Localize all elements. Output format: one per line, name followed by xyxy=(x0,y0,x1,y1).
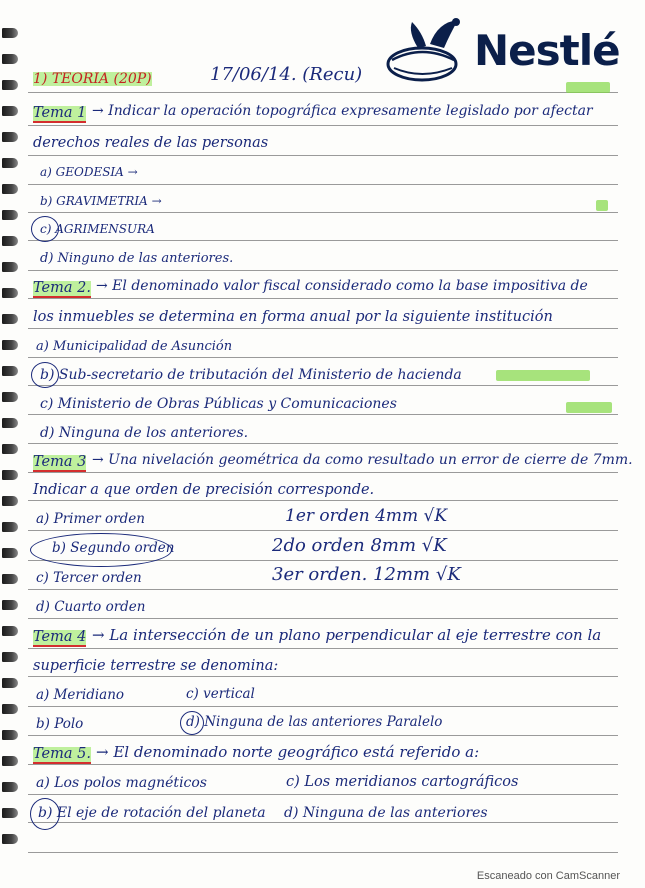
precision-note: 1er orden 4mm √K xyxy=(285,506,448,526)
option-b: b) Polo xyxy=(36,716,84,732)
option-d: d) Ninguna de las anteriores xyxy=(284,805,488,821)
option-a: a) Primer orden xyxy=(36,511,145,527)
option-b: b) Sub-secretario de tributación del Ministerio de hacienda xyxy=(40,367,462,383)
option-d: d) Ninguna de las anteriores Paralelo xyxy=(186,714,443,730)
brand-wordmark: Nestlé xyxy=(474,26,620,75)
option-c: c) AGRIMENSURA xyxy=(40,222,155,236)
option-a: a) GEODESIA → xyxy=(40,165,138,179)
question-text: → El denominado valor fiscal considerado como la base impositiva de xyxy=(96,278,588,294)
precision-note: 2do orden 8mm √K xyxy=(272,535,447,556)
nest-birds-icon xyxy=(378,14,470,84)
highlighter-mark xyxy=(596,200,608,211)
question-tag: Tema 5. xyxy=(33,746,91,762)
nestle-logo xyxy=(378,14,628,86)
option-d: d) Cuarto orden xyxy=(36,599,146,615)
option-d: d) Ninguna de los anteriores. xyxy=(40,425,249,441)
option-c: c) vertical xyxy=(186,686,255,702)
highlighter-mark xyxy=(566,82,610,93)
question-tag: Tema 3 xyxy=(33,454,87,470)
section-label: 1) TEORIA (20P) xyxy=(33,71,152,87)
option-a: a) Municipalidad de Asunción xyxy=(36,339,233,354)
precision-note: 3er orden. 12mm √K xyxy=(272,564,461,585)
question-text: → El denominado norte geográfico está referido a: xyxy=(96,743,480,761)
option-a: a) Los polos magnéticos xyxy=(36,775,207,791)
highlighter-mark xyxy=(496,370,590,381)
question-tag: Tema 2. xyxy=(33,280,91,296)
spiral-binding xyxy=(0,20,22,870)
question-tag: Tema 1 xyxy=(33,105,87,121)
question-text: superficie terrestre se denomina: xyxy=(33,658,279,674)
option-d: d) Ninguno de las anteriores. xyxy=(40,251,234,266)
question-text: derechos reales de las personas xyxy=(33,135,269,151)
option-a: a) Meridiano xyxy=(36,687,125,703)
scanner-watermark: Escaneado con CamScanner xyxy=(476,870,620,882)
option-b: b) El eje de rotación del planeta xyxy=(38,805,266,821)
option-c: c) Los meridianos cartográficos xyxy=(286,774,519,790)
option-b: b) GRAVIMETRIA → xyxy=(40,194,162,208)
question-text: Indicar a que orden de precisión corresponde. xyxy=(33,482,375,498)
option-c: c) Ministerio de Obras Públicas y Comunicaciones xyxy=(40,396,397,412)
question-text: los inmuebles se determina en forma anual por la siguiente institución xyxy=(33,309,553,325)
exam-date: 17/06/14. (Recu) xyxy=(210,64,363,85)
option-b: b) Segundo orden xyxy=(52,540,175,556)
question-text: → Una nivelación geométrica da como resultado un error de cierre de 7mm. xyxy=(92,452,633,468)
question-tag: Tema 4 xyxy=(33,629,87,645)
question-text: → Indicar la operación topográfica expresamente legislado por afectar xyxy=(92,103,593,119)
highlighter-mark xyxy=(566,402,612,413)
question-text: → La intersección de un plano perpendicular al eje terrestre con la xyxy=(92,626,602,644)
option-c: c) Tercer orden xyxy=(36,570,142,586)
